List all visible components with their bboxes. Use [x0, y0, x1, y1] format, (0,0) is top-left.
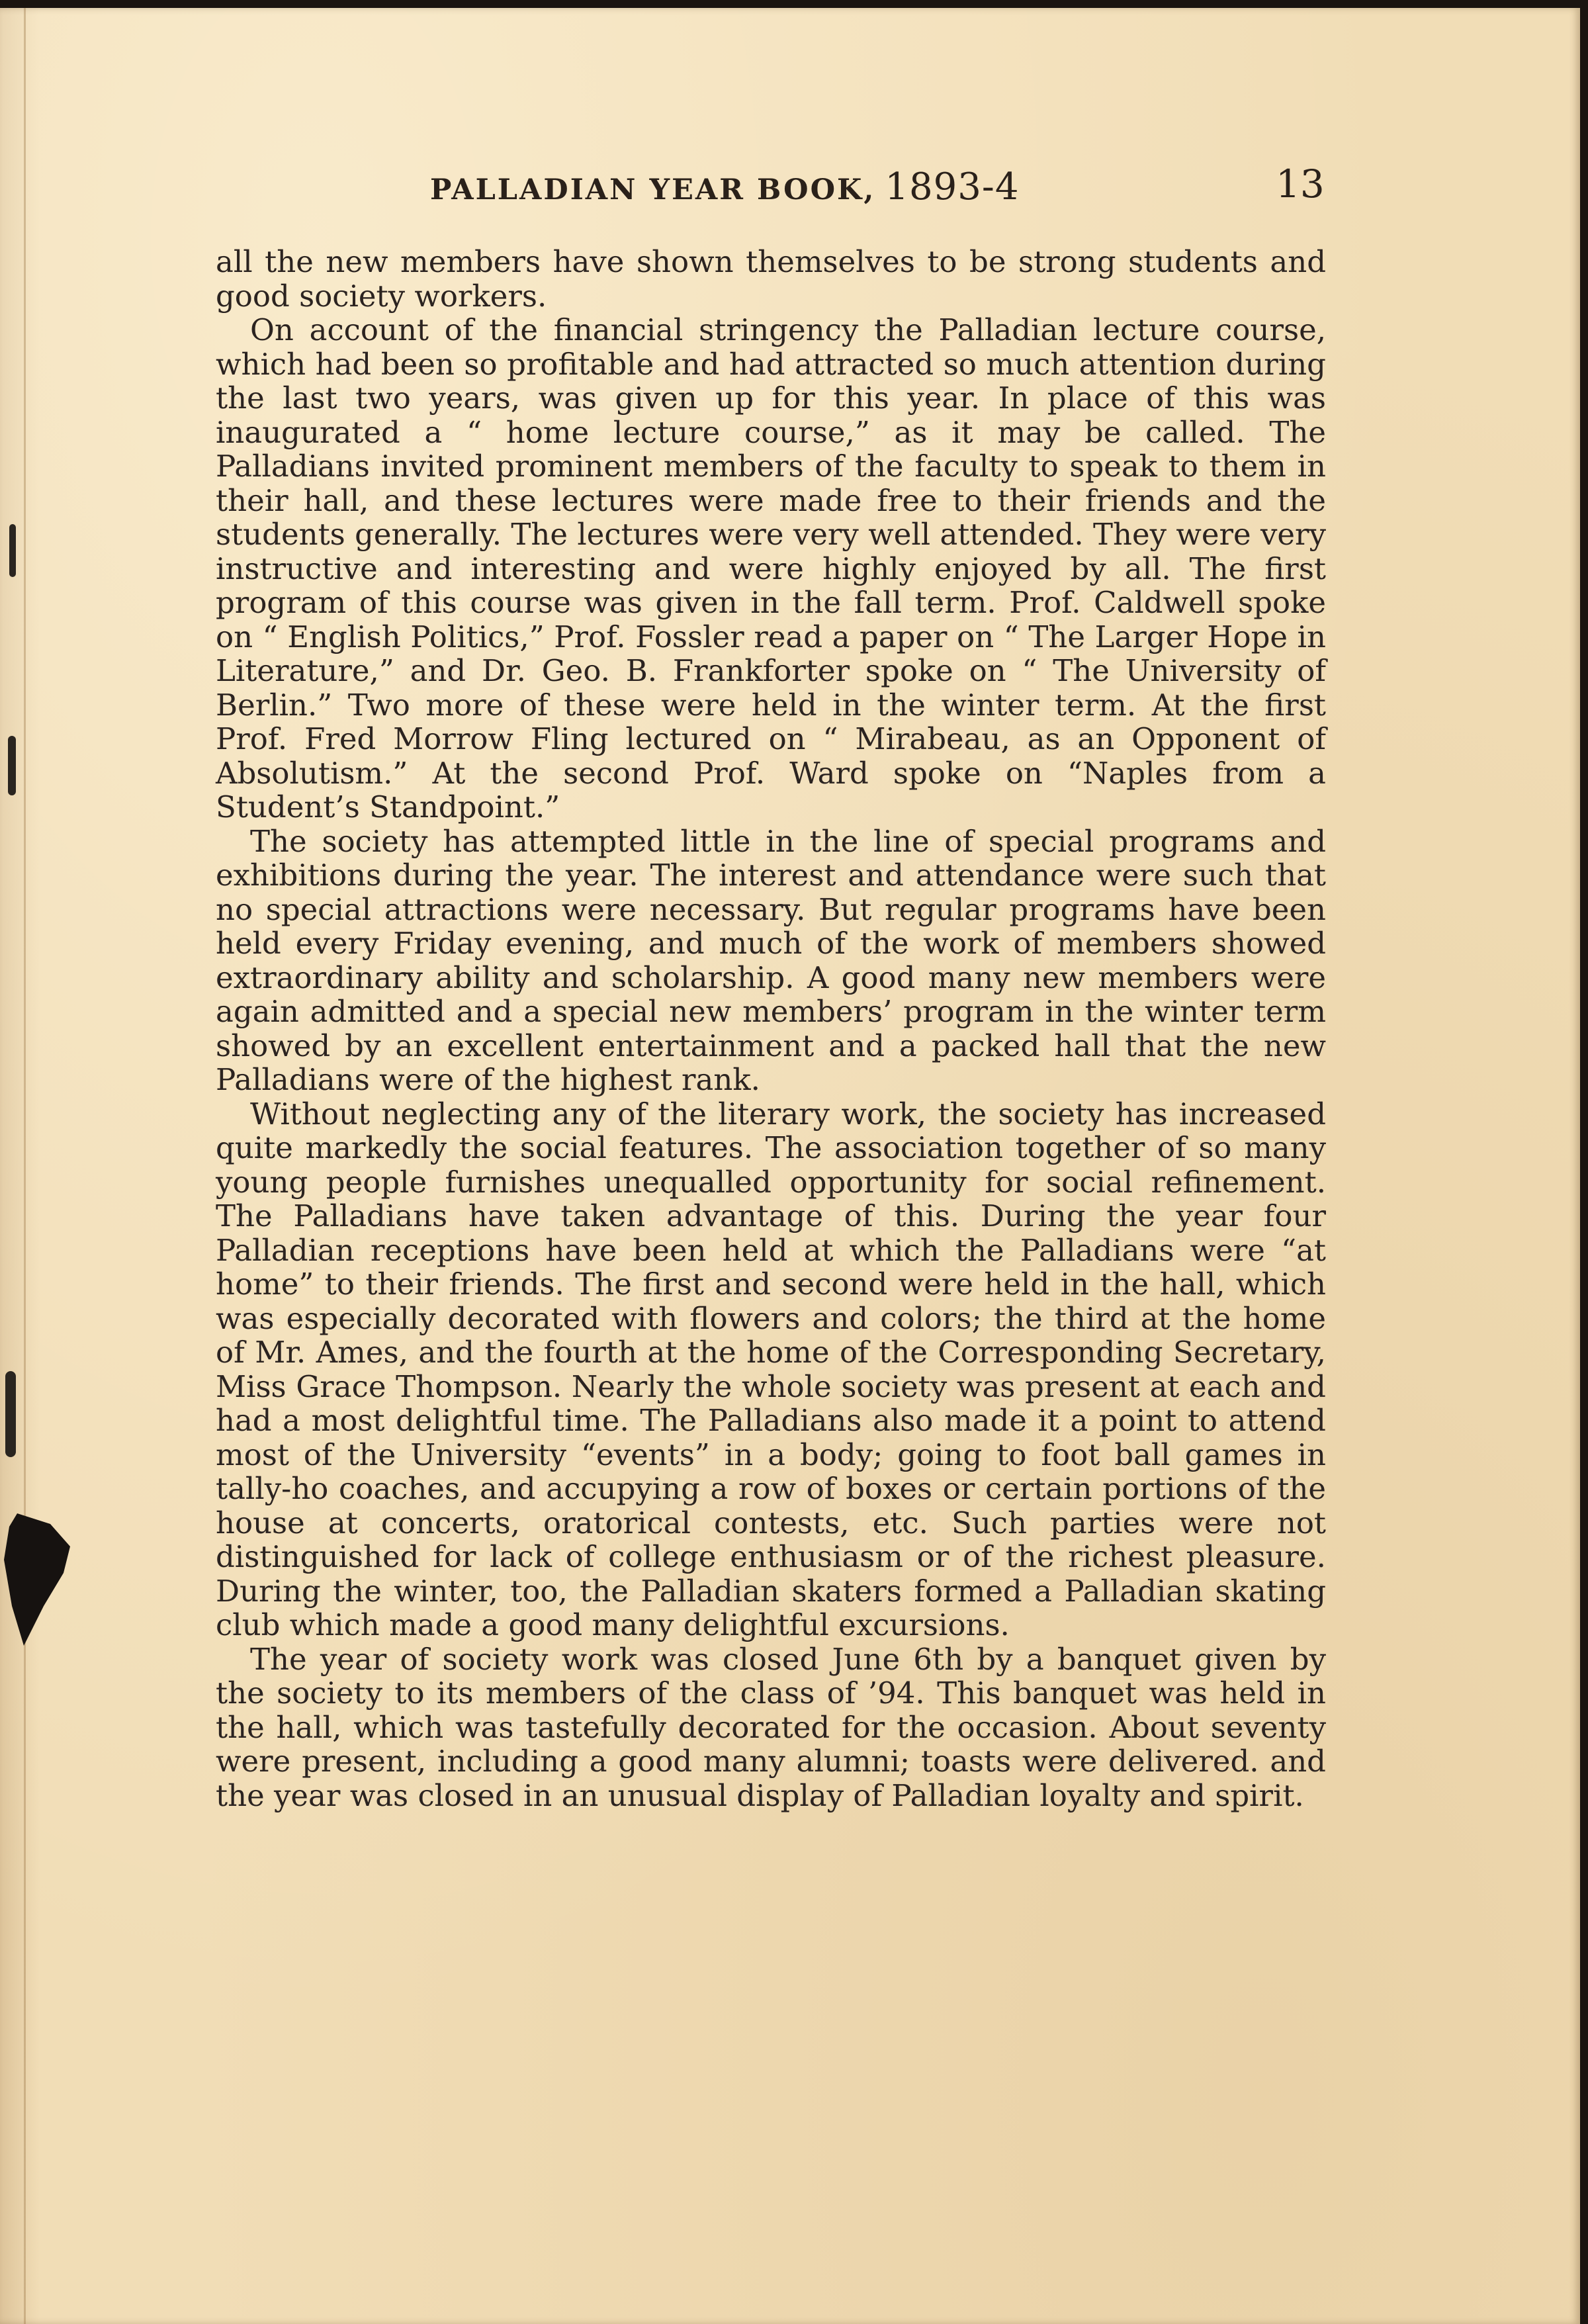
- book-year: 1893-4: [885, 165, 1020, 208]
- page-fold-shadow: [24, 8, 26, 2324]
- running-head: [430, 165, 1019, 208]
- ink-blot: [4, 1513, 70, 1646]
- binding-mark: [8, 736, 16, 795]
- binding-mark: [5, 1371, 16, 1457]
- paragraph: Without neglecting any of the literary work, the society has increased quite markedly the social features. The association together of so many young people furnishes unequalled opportunity for social refinement. The Palladians have taken advantage of this. During the year four Palladian receptions have been held at which the Palladians were “at home” to their friends. The first and second were held in the hall, which was especially decorated with flowers and colors; the third at the home of Mr. Ames, and the fourth at the home of the Corresponding Secretary, Miss Grace Thompson. Nearly the whole society was present at each and had a most delightful time. The Palladians also made it a point to attend most of the University “events” in a body; going to foot ball games in tally-ho coaches, and accupying a row of boxes or certain portions of the house at concerts, oratorical contests, etc. Such parties were not distinguished for lack of college enthusiasm or of the richest pleasure. During the winter, too, the Palladian skaters formed a Palladian skating club which made a good many delightful excursions.: [216, 1096, 1326, 1642]
- page-number: 13: [1276, 161, 1325, 206]
- binding-mark: [9, 524, 16, 577]
- paragraph: The society has attempted little in the line of special programs and exhibitions during the year. The interest and attendance were such that no special attractions were necessary. But regular programs have been held every Friday evening, and much of the work of members showed extraordinary ability and scholarship. A good many new members were again admitted and a special new members’ program in the winter term showed by an excellent entertainment and a packed hall that the new Palladians were of the highest rank.: [216, 823, 1326, 1097]
- paragraph: all the new members have shown themselves to be strong students and good society workers.: [216, 244, 1326, 314]
- paragraph: On account of the financial stringency the Palladian lecture course, which had been so profitable and had attracted so much attention during the last two years, was given up for this year. In place of this was inaugurated a “ home lecture course,” as it may be called. The Palladians invited prominent members of the faculty to speak to them in their hall, and these lectures were made free to their friends and the students generally. The lectures were very well attended. They were very instructive and interesting and were highly enjoyed by all. The first program of this course was given in the fall term. Prof. Caldwell spoke on “ English Politics,” Prof. Fossler read a paper on “ The Larger Hope in Literature,” and Dr. Geo. B. Frankforter spoke on “ The University of Berlin.” Two more of these were held in the winter term. At the first Prof. Fred Morrow Fling lectured on “ Mirabeau, as an Opponent of Absolutism.” At the second Prof. Ward spoke on “Naples from a Student’s Standpoint.”: [216, 312, 1326, 825]
- body-text: [216, 245, 1326, 1812]
- book-title: PALLADIAN YEAR BOOK,: [430, 173, 876, 206]
- paragraph: The year of society work was closed June 6th by a banquet given by the society to its members of the class of ’94. This banquet was held in the hall, which was tastefully decorated for the occasion. About seventy were present, including a good many alumni; toasts were delivered. and the year was closed in an unusual display of Palladian loyalty and spirit.: [216, 1641, 1326, 1813]
- book-page: [0, 8, 1580, 2324]
